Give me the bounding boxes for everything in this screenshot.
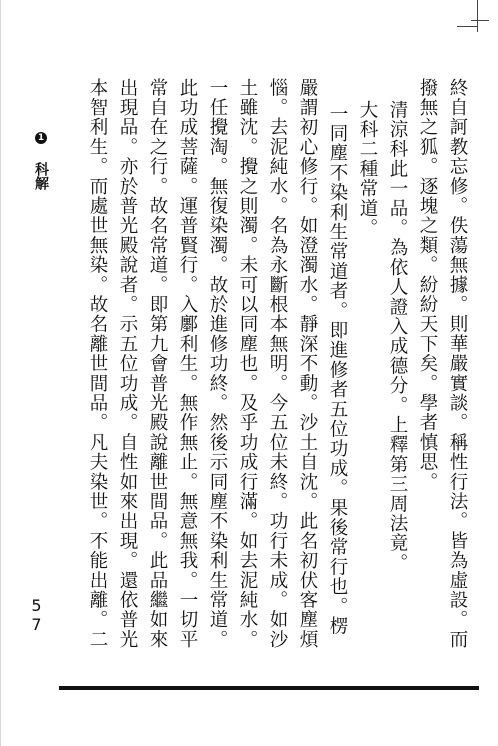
text-column: 大科二種常道。: [357, 100, 378, 238]
text-column: 撥無之狐。逐塊之類。紛紛天下矣。學者慎思。: [417, 78, 438, 492]
running-head: [31, 132, 51, 190]
text-column: 嚴謂初心修行。如澄濁水。靜深不動。沙土自沈。此名初伏客塵煩: [297, 78, 318, 650]
text-column: 一任攪淘。無復染濁。故於進修功終。然後示同塵不染利生常道。: [207, 78, 228, 650]
text-column: 惱。去泥純水。名為永斷根本無明。今五位未終。功行未成。如沙: [267, 78, 288, 650]
text-column: 土雖沈。攪之則濁。未可以同塵也。及乎功成行滿。如去泥純水。: [237, 78, 258, 650]
running-head-text: 科解: [33, 162, 49, 190]
text-column: 出現品。亦於普光殿說者。示五位功成。自性如來出現。還依普光: [117, 78, 138, 650]
crop-mark-top-right-h2: [457, 26, 477, 27]
text-column: 本智利生。而處世無染。故名離世間品。凡夫染世。不能出離。二: [87, 78, 108, 650]
text-column: 此功成菩薩。運普賢行。入鄽利生。無作無止。無意無我。一切平: [177, 78, 198, 650]
text-column: 常自在之行。故名常道。即第九會普光殿說離世間品。此品繼如來: [147, 78, 168, 650]
text-column: 終自訶教忘修。佚蕩無據。則華嚴實談。稱性行法。皆為虛設。而: [447, 78, 468, 650]
page-number: 57: [27, 596, 46, 634]
bottom-rule: [59, 686, 479, 690]
text-column: 一同塵不染利生常道者。即進修者五位功成。果後常行也。楞: [327, 104, 348, 636]
text-column: 清涼科此一品。為依人證入成德分。上釋第三周法竟。: [387, 100, 408, 573]
crop-mark-top-right-h: [471, 20, 489, 21]
body-text: [53, 78, 471, 648]
chapter-marker-icon: 1: [36, 133, 46, 143]
crop-mark-top-right-v: [477, 0, 478, 32]
